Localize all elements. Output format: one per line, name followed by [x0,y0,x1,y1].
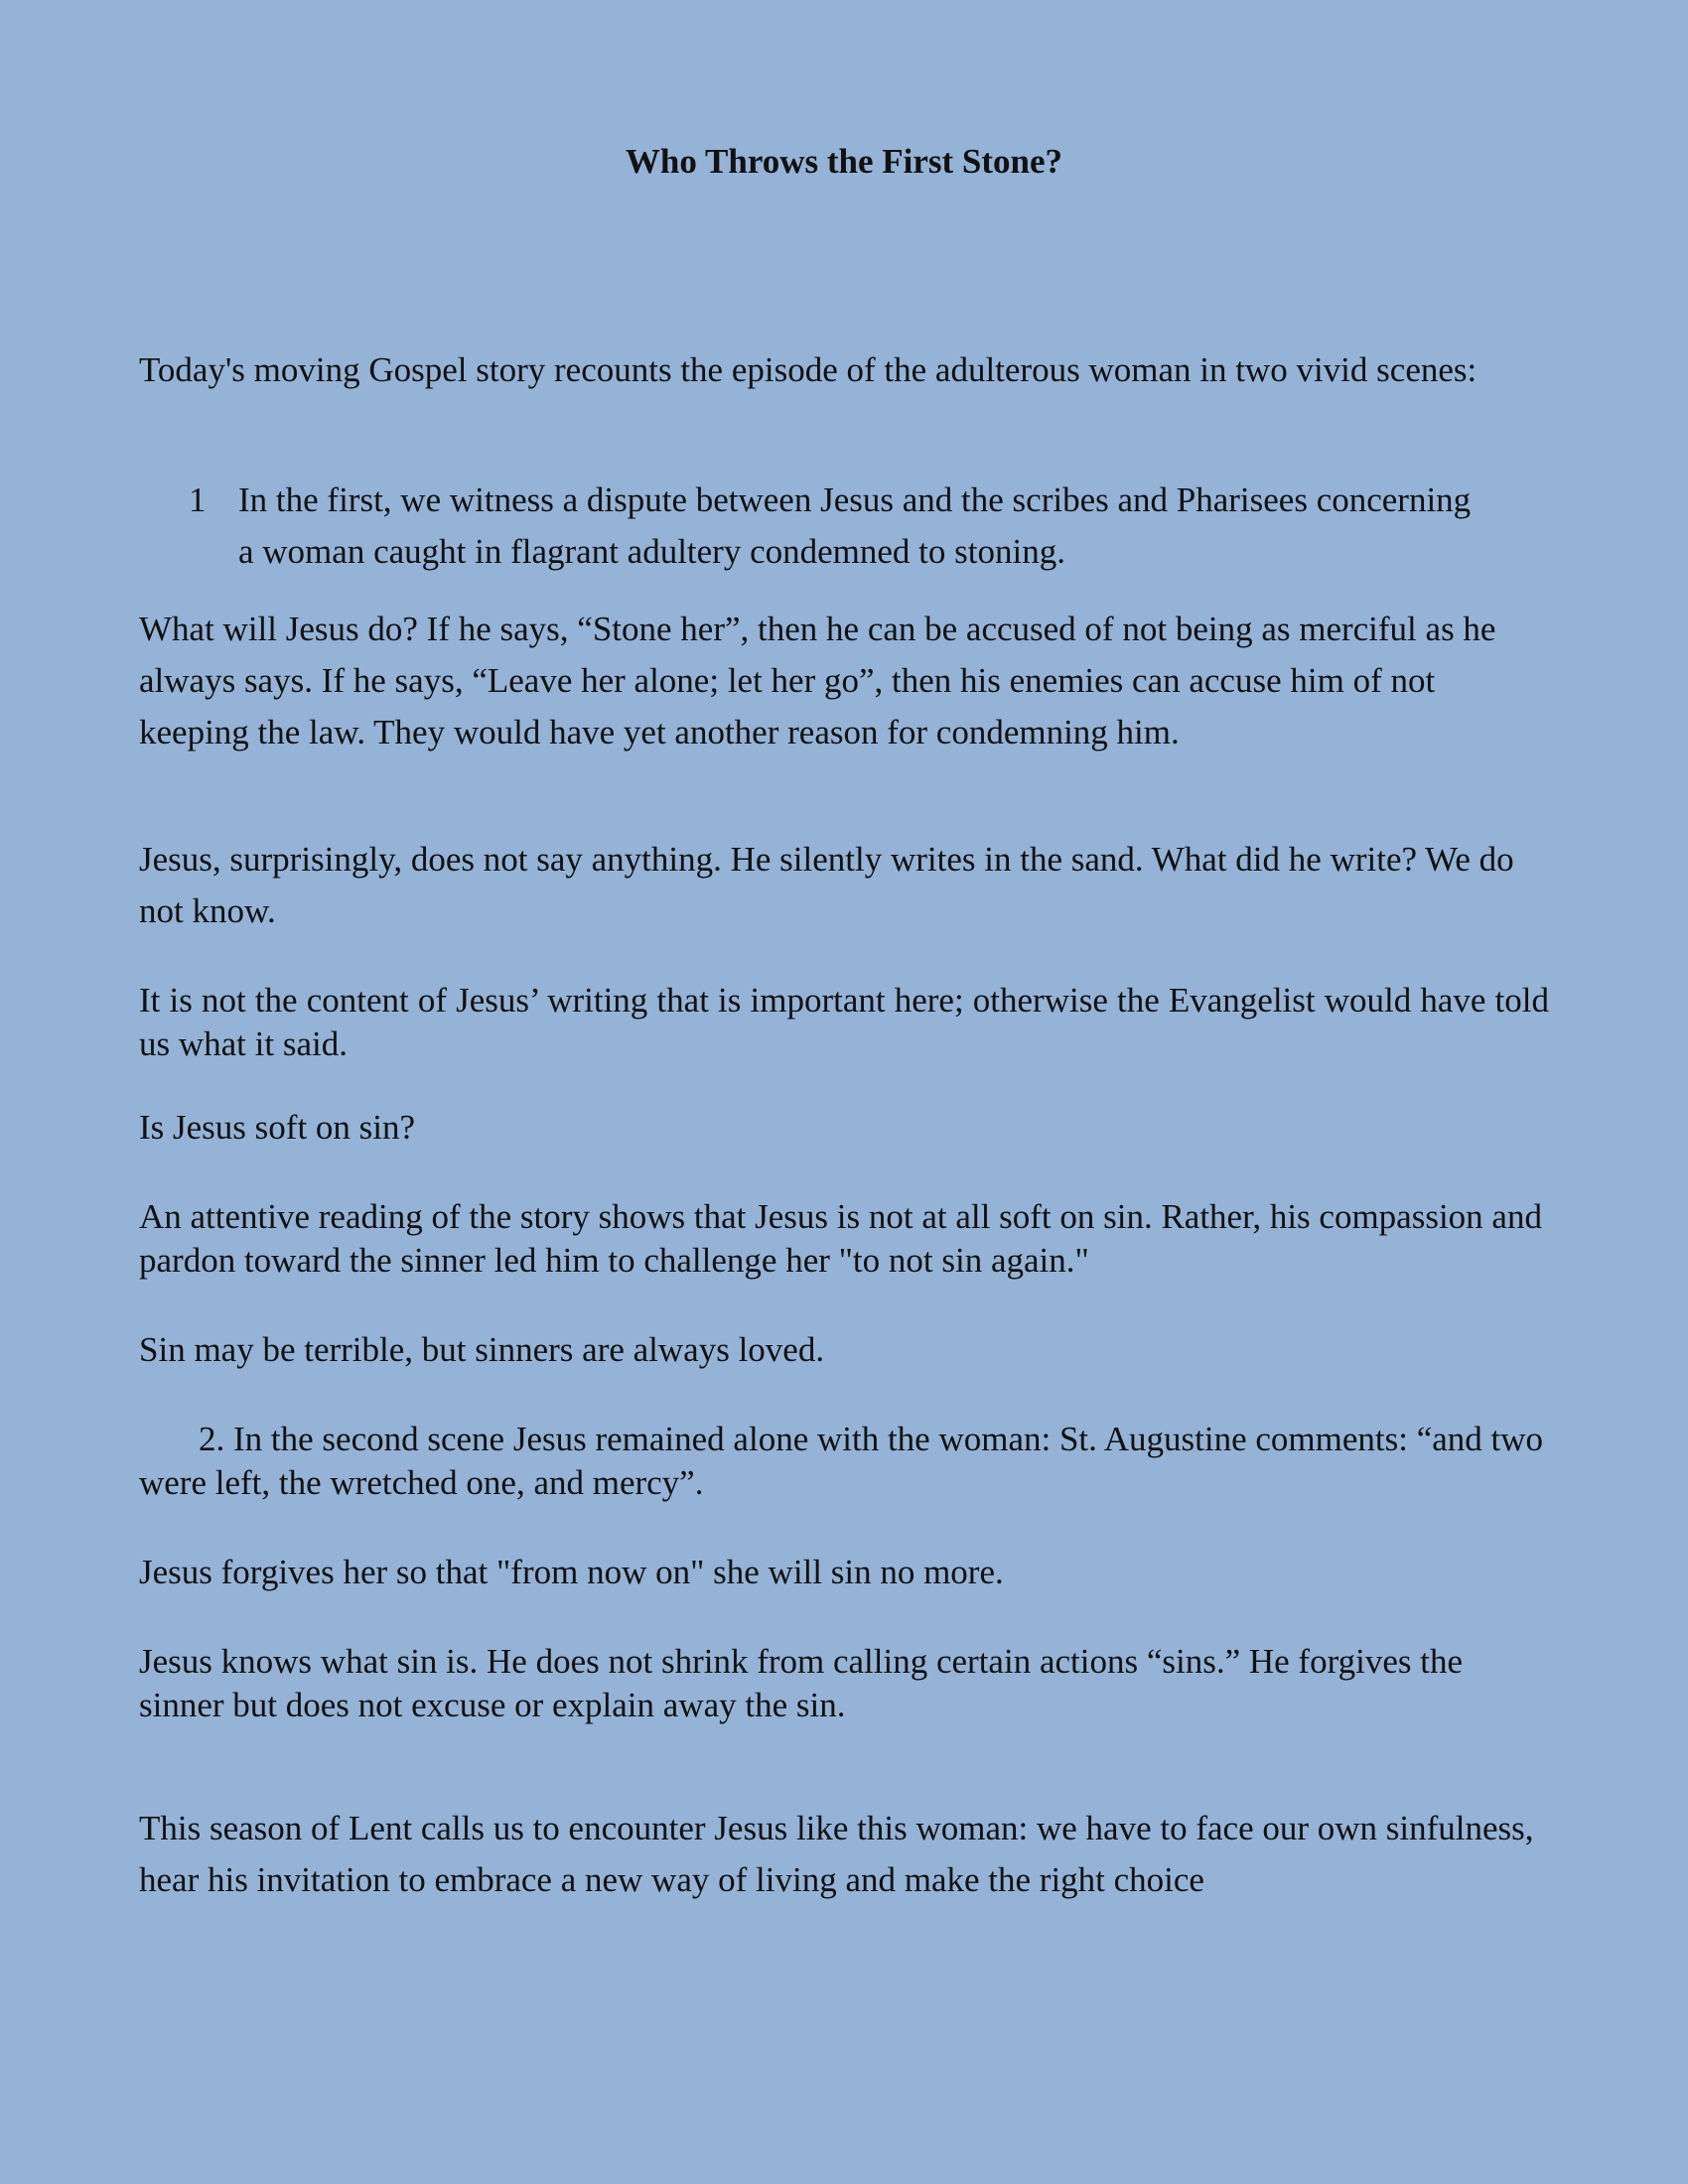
paragraph-season-of-lent: This season of Lent calls us to encounter Jesus like this woman: we have to face our own sinfulness, hear his invitation to embrace a new way of living and make the right choice [139,1809,1534,1899]
paragraph-what-will-jesus-do: What will Jesus do? If he says, “Stone her”, then he can be accused of not being as merciful as he always says. If he says, “Leave her alone; let her go”, then his enemies can accuse him of not keeping the law. They would have yet another reason for condemning him. [139,610,1496,751]
paragraph-jesus-writes: Jesus, surprisingly, does not say anything. He silently writes in the sand. What did he write? We do not know. [139,840,1514,930]
paragraph-jesus-knows-sin: Jesus knows what sin is. He does not shrink from calling certain actions “sins.” He forgives the sinner but does not excuse or explain away the sin. [139,1642,1463,1724]
paragraph-jesus-forgives: Jesus forgives her so that "from now on" she will sin no more. [139,1553,1004,1591]
paragraph-sin-terrible: Sin may be terrible, but sinners are always loved. [139,1330,825,1369]
list-item-number: 1 [189,480,207,519]
paragraph-attentive-reading: An attentive reading of the story shows that Jesus is not at all soft on sin. Rather, his compassion and pardon toward the sinner led him to challenge her "to not sin again." [139,1197,1542,1280]
document-title: Who Throws the First Stone? [625,142,1063,181]
paragraph-second-scene: 2. In the second scene Jesus remained alone with the woman: St. Augustine comments: “and two were left, the wretched one, and mercy”. [139,1420,1544,1502]
paragraph-content-of-writing: It is not the content of Jesus’ writing that is important here; otherwise the Evangelist would have told us what it said. [139,981,1549,1063]
paragraph-soft-on-sin-question: Is Jesus soft on sin? [139,1108,416,1147]
paragraph-intro: Today's moving Gospel story recounts the episode of the adulterous woman in two vivid scenes: [139,350,1477,389]
list-item-text: In the first, we witness a dispute between Jesus and the scribes and Pharisees concerning a woman caught in flagrant adultery condemned to stoning. [238,480,1472,571]
